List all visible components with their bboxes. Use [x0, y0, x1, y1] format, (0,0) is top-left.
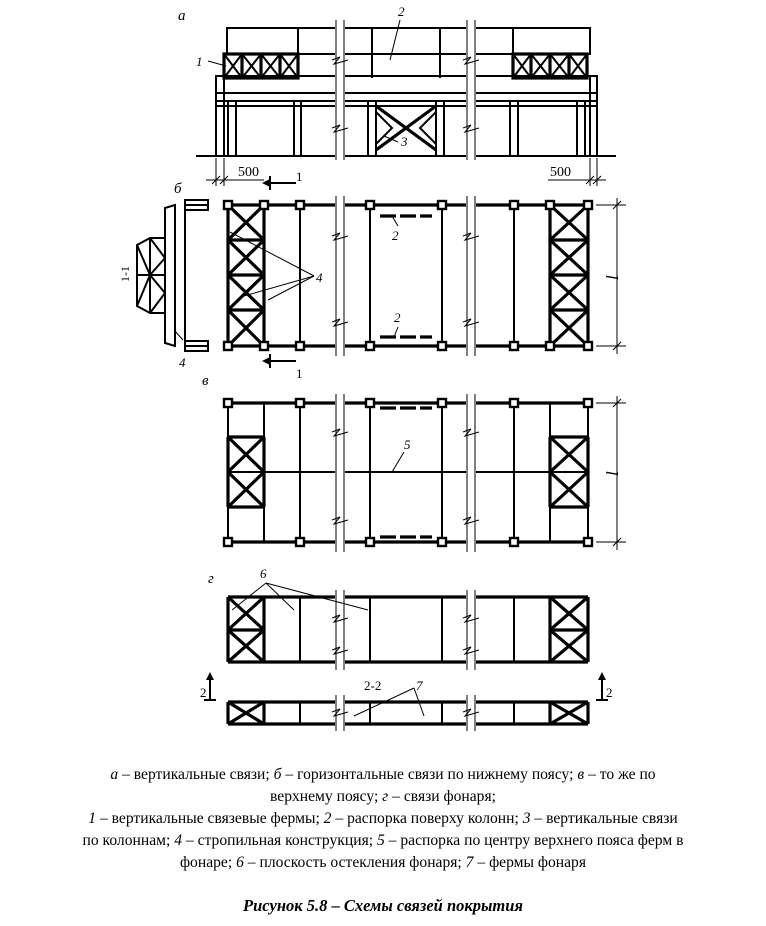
caption-line-2 [0, 786, 766, 808]
section-2-right: 2 [606, 685, 613, 700]
view-label-b: б [174, 181, 182, 197]
view-g-plan [200, 566, 613, 731]
figure-title [0, 896, 766, 916]
caption-line2-seg-1: г [382, 788, 389, 805]
caption-line4-seg-2: – стропильная конструкция; [182, 832, 377, 849]
label-1-a: 1 [196, 54, 203, 69]
caption-line2-seg-0: верхнему поясу; [270, 788, 383, 805]
caption-line4-seg-3: 5 [376, 832, 385, 849]
label-3-a: 3 [401, 134, 408, 149]
caption-line4-seg-1: 4 [174, 832, 183, 849]
caption-line5-seg-2: – плоскость остекления фонаря; [243, 854, 466, 871]
caption-line3-seg-4: 3 [522, 810, 531, 827]
caption-line3-seg-5: – вертикальные связи [530, 810, 678, 827]
label-2-a: 2 [398, 4, 405, 19]
view-label-a: а [178, 8, 186, 24]
span-label-b: l [603, 275, 622, 280]
caption-line1-seg-1: – вертикальные связи; [118, 766, 274, 783]
label-6-g: 6 [260, 566, 267, 581]
caption-line2-seg-2: – связи фонаря; [388, 788, 496, 805]
caption-line5-seg-1: 6 [236, 854, 244, 871]
caption-line-5 [0, 852, 766, 874]
label-4-b: 4 [316, 270, 323, 285]
caption-line3-seg-3: – распорка поверху колонн; [331, 810, 523, 827]
label-2-b-top: 2 [392, 228, 399, 243]
label-2-b-bottom: 2 [394, 310, 401, 325]
view-v-plan [202, 373, 626, 552]
section-1-bottom: 1 [296, 366, 303, 381]
caption-line-4 [0, 830, 766, 852]
dim-500-left: 500 [238, 165, 259, 180]
caption-line1-seg-5: – то же по [584, 766, 656, 783]
caption-line5-seg-0: фонаре; [179, 854, 237, 871]
caption-line1-seg-0: а [110, 766, 119, 783]
caption-line1-seg-3: – горизонтальные связи по нижнему поясу; [281, 766, 578, 783]
view-a-elevation [178, 4, 616, 186]
span-label-v: l [603, 471, 622, 476]
section-1-top: 1 [296, 169, 303, 184]
section-2-2-label: 2-2 [364, 678, 382, 693]
figure-number: Рисунок 5.8 [243, 896, 328, 915]
caption-line1-seg-2: б [273, 766, 282, 783]
caption-line-1 [0, 764, 766, 786]
label-7-g: 7 [416, 678, 423, 693]
view-label-g: г [208, 571, 214, 587]
caption-line-3 [0, 808, 766, 830]
label-4-b-bottom: 4 [179, 355, 186, 370]
caption-line3-seg-0: 1 [88, 810, 97, 827]
figure-title-text: Схемы связей покрытия [343, 896, 523, 915]
caption-line5-seg-3: 7 [465, 854, 474, 871]
caption-line1-seg-4: в [577, 766, 585, 783]
label-5-v: 5 [404, 437, 411, 452]
caption-line3-seg-2: 2 [323, 810, 332, 827]
caption-line3-seg-1: – вертикальные связевые фермы; [96, 810, 324, 827]
caption-line5-seg-4: – фермы фонаря [473, 854, 587, 871]
section-1-1-label: 1-1 [118, 266, 132, 282]
figure-caption [0, 764, 766, 874]
caption-line4-seg-0: по колоннам; [82, 832, 175, 849]
view-label-v: в [202, 373, 209, 389]
caption-line4-seg-4: – распорка по центру верхнего пояса ферм в [384, 832, 684, 849]
figure-title-dash: – [327, 896, 344, 915]
section-2-left: 2 [200, 685, 207, 700]
view-b-plan [118, 169, 626, 381]
dim-500-right: 500 [550, 165, 571, 180]
